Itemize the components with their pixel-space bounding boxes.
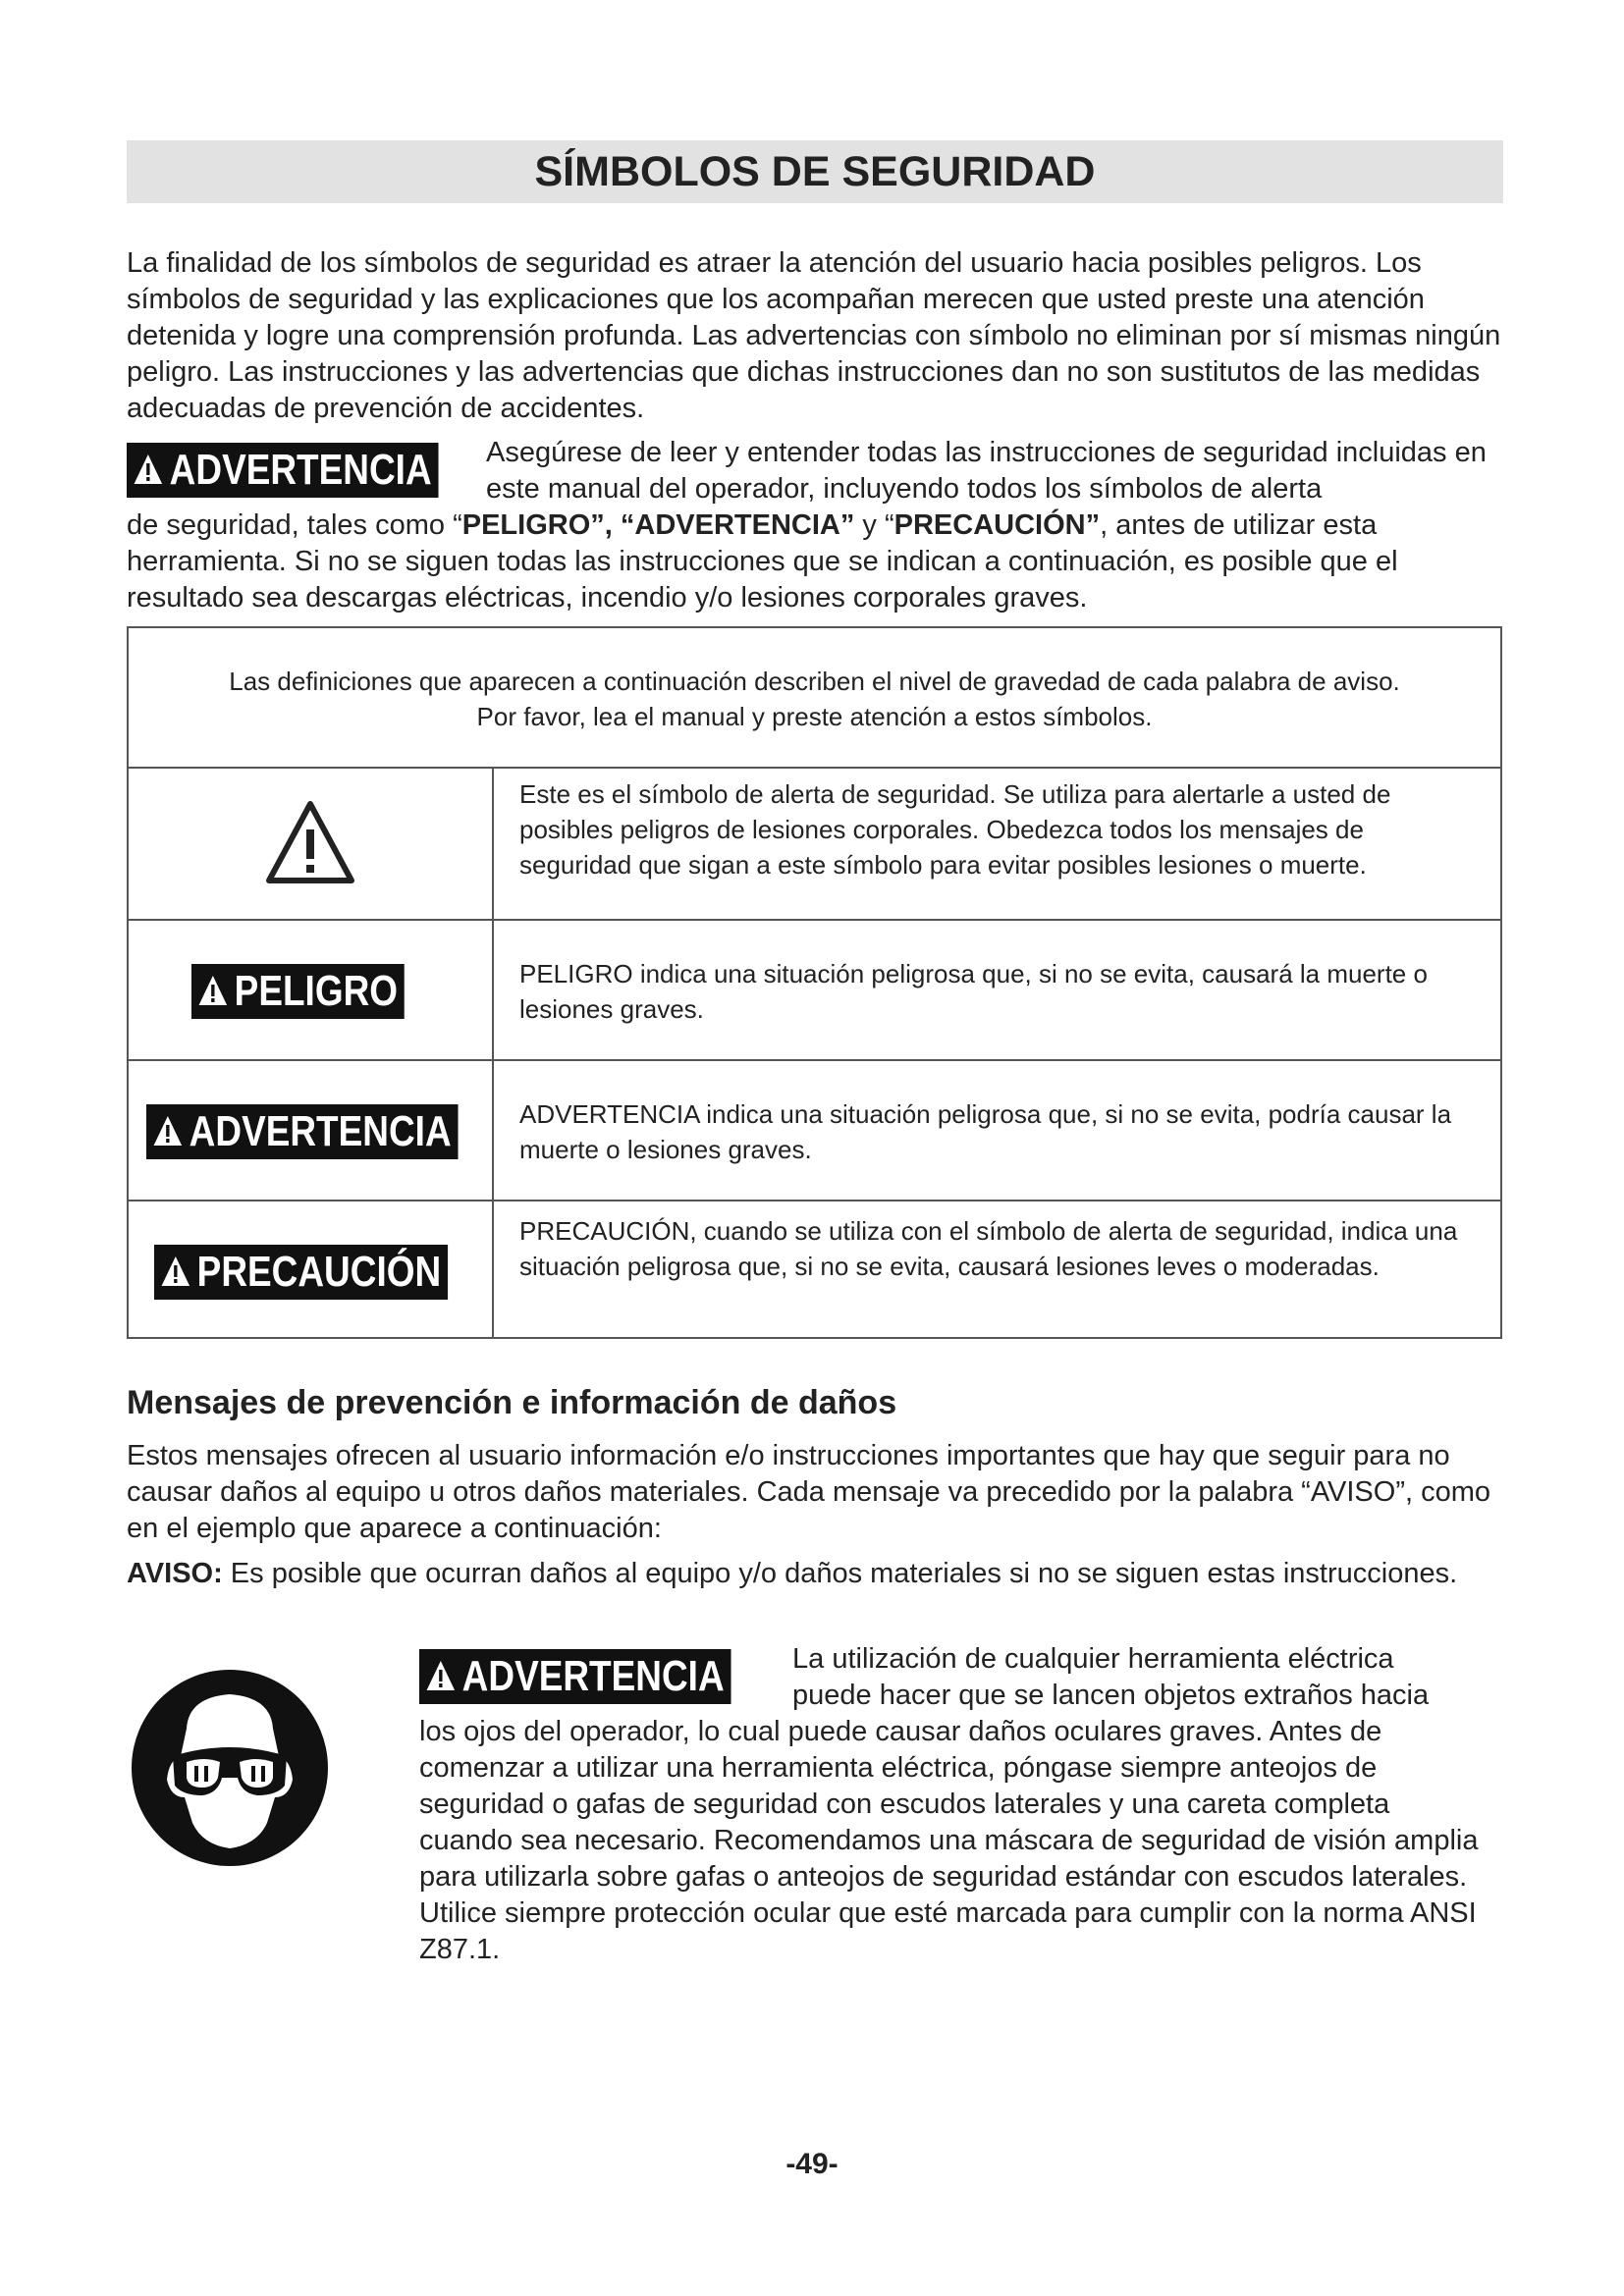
precaucion-badge-label: PRECAUCIÓN [196, 1248, 442, 1296]
symbol-cell [129, 1061, 494, 1201]
row-description: ADVERTENCIA indica una situación peligrosa que, si no se evita, podría causar la muerte o lesiones graves. [519, 1099, 1452, 1164]
eye-protection-icon [130, 1640, 330, 1896]
table-row [129, 1059, 1500, 1201]
page-number: -49- [785, 2148, 839, 2180]
advertencia-badge-label: ADVERTENCIA [169, 446, 432, 494]
advertencia-badge [127, 443, 438, 498]
table-row [129, 1200, 1500, 1339]
signal-words-table [127, 626, 1502, 1339]
symbol-cell [129, 769, 494, 921]
advertencia-badge [419, 1649, 731, 1704]
symbol-cell [129, 1201, 494, 1339]
row-description: Este es el símbolo de alerta de seguridad. Se utiliza para alertarle a usted de posibles peligros de lesiones corporales. Obedezca todos los mensajes de seguridad que sigan a este símbolo para evitar posibles lesiones o muerte. [519, 779, 1391, 880]
aviso-label: AVISO: [127, 1558, 223, 1589]
prevention-paragraph: Estos mensajes ofrecen al usuario información e/o instrucciones importantes que hay que seguir para no causar daños al equipo u otros daños materiales. Cada mensaje va precedido por la palabra “AVISO”, como en el ejemplo que aparece a continuación: [127, 1440, 1491, 1544]
warning-triangle-icon [161, 1255, 190, 1287]
warning-triangle-icon [198, 975, 228, 1006]
warning-text-part: de seguridad, tales como “ [127, 509, 462, 541]
row-description: PRECAUCIÓN, cuando se utiliza con el símbolo de alerta de seguridad, indica una situación peligrosa que, si no se evita, causará lesiones leves o moderadas. [519, 1216, 1458, 1281]
warning-rest-text [127, 507, 1501, 616]
peligro-badge [191, 964, 405, 1019]
advertencia-badge [146, 1104, 458, 1159]
prevention-heading: Mensajes de prevención e información de daños [127, 1384, 897, 1421]
row-description: PELIGRO indica una situación peligrosa que, si no se evita, causará la muerte o lesiones graves. [519, 959, 1428, 1024]
warning-triangle-icon [134, 454, 163, 485]
aviso-text: Es posible que ocurran daños al equipo y/o daños materiales si no se siguen estas instrucciones. [222, 1558, 1458, 1589]
warning-text-part: y “ [854, 509, 894, 541]
intro-paragraph: La finalidad de los símbolos de seguridad es atraer la atención del usuario hacia posibles peligros. Los símbolos de seguridad y las explicaciones que los acompañan merecen que usted preste una atención detenida y logre una comprensión profunda. Las advertencias con símbolo no eliminan por sí mismas ningún peligro. Las instrucciones y las advertencias que dichas instrucciones dan no son sustitutos de las medidas adecuadas de prevención de accidentes. [127, 247, 1501, 424]
eye-warning-rest: los ojos del operador, lo cual puede causar daños oculares graves. Antes de comenzar a utilizar una herramienta eléctrica, póngase siempre anteojos de seguridad o gafas de seguridad con escudos laterales y una careta completa cuando sea necesario. Recomendamos una máscara de seguridad de visión amplia para utilizarla sobre gafas o anteojos de seguridad estándar con escudos laterales. Utilice siempre protección ocular que esté marcada para cumplir con la norma ANSI Z87.1. [419, 1716, 1479, 1965]
page-title: SÍMBOLOS DE SEGURIDAD [127, 140, 1503, 203]
symbol-cell [129, 921, 494, 1061]
table-header-line1: Las definiciones que aparecen a continuación describen el nivel de gravedad de cada palabra de aviso. [229, 667, 1400, 696]
table-header-line2: Por favor, lea el manual y preste atención a estos símbolos. [476, 702, 1153, 731]
safety-alert-triangle-icon [261, 796, 359, 890]
table-row [129, 767, 1500, 921]
warning-lead-text: Asegúrese de leer y entender todas las instrucciones de seguridad incluidas en este manual del operador, incluyendo todos los símbolos de alerta [486, 437, 1487, 505]
warning-text-part: , antes de utilizar esta herramienta. Si no se siguen todas las instrucciones que se indican a continuación, es posible que el resultado sea descargas eléctricas, incendio y/o lesiones corporales graves. [127, 509, 1398, 614]
advertencia-badge-label: ADVERTENCIA [189, 1107, 452, 1155]
warning-triangle-icon [153, 1115, 183, 1147]
table-row [129, 919, 1500, 1061]
table-header [129, 664, 1500, 734]
peligro-badge-label: PELIGRO [234, 967, 399, 1015]
advertencia-badge-label: ADVERTENCIA [461, 1652, 725, 1700]
eye-warning-lead: La utilización de cualquier herramienta eléctrica puede hacer que se lancen objetos extraños hacia [792, 1643, 1430, 1711]
warning-term-precaucion: PRECAUCIÓN” [893, 509, 1101, 541]
aviso-paragraph [127, 1556, 1501, 1592]
precaucion-badge [154, 1245, 448, 1300]
warning-triangle-icon [426, 1660, 456, 1691]
warning-term-peligro-advertencia: PELIGRO”, “ADVERTENCIA” [461, 509, 855, 541]
